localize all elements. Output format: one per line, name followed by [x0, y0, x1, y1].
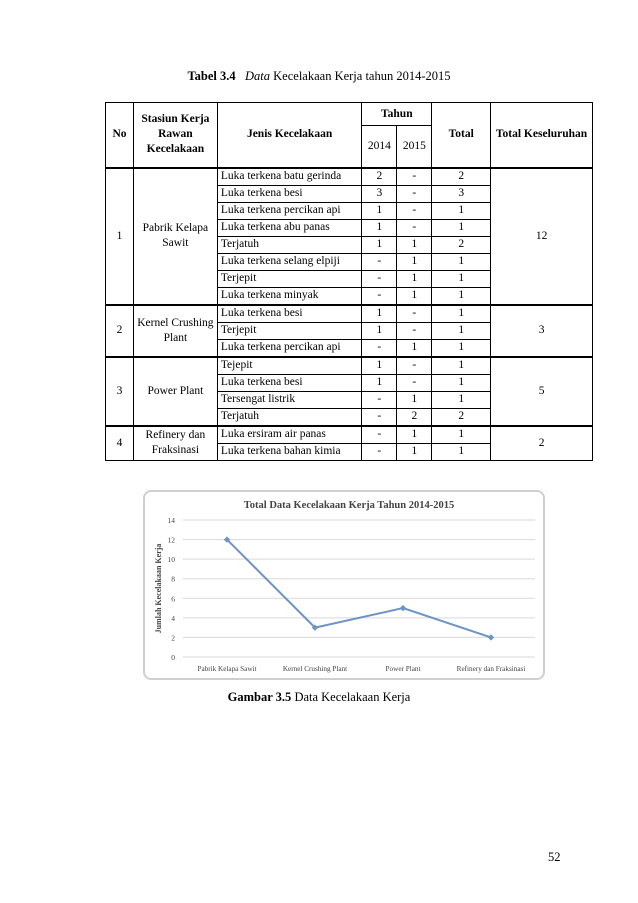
cell-2014: - — [362, 287, 397, 305]
cell-2014: - — [362, 339, 397, 357]
y-axis-label: Jumlah Kecelakaan Kerja — [154, 543, 163, 634]
cell-2015: 1 — [397, 253, 432, 270]
cell-2015: - — [397, 185, 432, 202]
table-row — [106, 426, 593, 444]
cell-type: Luka terkena percikan api — [217, 339, 362, 357]
header-type: Jenis Kecelakaan — [217, 103, 362, 168]
cell-total: 1 — [432, 339, 491, 357]
cell-2014: 1 — [362, 322, 397, 339]
cell-2014: 1 — [362, 374, 397, 391]
figure-caption-text: Data Kecelakaan Kerja — [294, 690, 411, 704]
cell-station: Refinery dan Fraksinasi — [133, 426, 217, 461]
cell-no: 1 — [106, 168, 134, 305]
cell-2014: 2 — [362, 168, 397, 186]
figure-caption — [0, 690, 638, 705]
cell-2015: 1 — [397, 391, 432, 408]
x-tick-label: Refinery dan Fraksinasi — [456, 665, 526, 673]
accident-chart — [143, 490, 545, 680]
page-number: 52 — [548, 850, 561, 864]
cell-2014: - — [362, 408, 397, 426]
cell-total: 1 — [432, 253, 491, 270]
cell-2014: - — [362, 391, 397, 408]
x-tick-label: Kernel Crushing Plant — [282, 665, 348, 673]
cell-total: 3 — [432, 185, 491, 202]
cell-2015: 2 — [397, 408, 432, 426]
cell-2014: - — [362, 253, 397, 270]
y-tick-label: 6 — [171, 594, 175, 604]
cell-type: Tersengat listrik — [217, 391, 362, 408]
cell-type: Tejepit — [217, 357, 362, 375]
cell-grand-total: 5 — [491, 357, 593, 426]
table-caption-label: Tabel 3.4 — [187, 69, 236, 83]
cell-2015: - — [397, 168, 432, 186]
cell-station: Pabrik Kelapa Sawit — [133, 168, 217, 305]
cell-type: Luka terkena abu panas — [217, 219, 362, 236]
series-line — [227, 540, 491, 638]
cell-no: 4 — [106, 426, 134, 461]
cell-type: Luka terkena bahan kimia — [217, 443, 362, 460]
y-tick-label: 10 — [167, 555, 175, 565]
header-grand-total: Total Keseluruhan — [491, 103, 593, 168]
cell-total: 1 — [432, 426, 491, 444]
table-row — [106, 305, 593, 323]
y-tick-label: 0 — [171, 653, 175, 662]
y-tick-label: 4 — [171, 613, 175, 623]
cell-grand-total: 12 — [491, 168, 593, 305]
cell-2015: 1 — [397, 270, 432, 287]
cell-type: Terjepit — [217, 322, 362, 339]
table-caption-text: Kecelakaan Kerja tahun 2014-2015 — [273, 69, 451, 83]
cell-total: 1 — [432, 443, 491, 460]
cell-2014: 3 — [362, 185, 397, 202]
x-tick-label: Pabrik Kelapa Sawit — [197, 665, 257, 673]
table-row — [106, 168, 593, 186]
cell-2014: 1 — [362, 202, 397, 219]
cell-station: Kernel Crushing Plant — [133, 305, 217, 357]
cell-station: Power Plant — [133, 357, 217, 426]
cell-total: 2 — [432, 236, 491, 253]
cell-type: Luka terkena besi — [217, 374, 362, 391]
cell-2014: 1 — [362, 219, 397, 236]
cell-total: 1 — [432, 287, 491, 305]
cell-type: Luka ersiram air panas — [217, 426, 362, 444]
cell-total: 1 — [432, 305, 491, 323]
y-tick-label: 2 — [171, 633, 175, 643]
header-2014: 2014 — [362, 126, 397, 168]
cell-type: Luka terkena minyak — [217, 287, 362, 305]
cell-2015: - — [397, 322, 432, 339]
cell-type: Luka terkena selang elpiji — [217, 253, 362, 270]
cell-2015: - — [397, 202, 432, 219]
header-no: No — [106, 103, 134, 168]
cell-2015: 1 — [397, 443, 432, 460]
header-year: Tahun — [362, 103, 432, 126]
cell-type: Terjatuh — [217, 408, 362, 426]
table-body — [106, 168, 593, 461]
y-tick-label: 12 — [167, 535, 175, 545]
cell-2014: - — [362, 426, 397, 444]
table-caption-italic: Data — [245, 69, 271, 83]
y-tick-label: 8 — [171, 574, 175, 584]
cell-2015: - — [397, 305, 432, 323]
cell-2014: 1 — [362, 357, 397, 375]
cell-type: Terjatuh — [217, 236, 362, 253]
cell-2015: - — [397, 374, 432, 391]
cell-2015: - — [397, 357, 432, 375]
header-total: Total — [432, 103, 491, 168]
cell-total: 1 — [432, 202, 491, 219]
cell-total: 1 — [432, 219, 491, 236]
cell-total: 1 — [432, 270, 491, 287]
cell-total: 2 — [432, 168, 491, 186]
cell-2014: 1 — [362, 236, 397, 253]
cell-2015: 1 — [397, 339, 432, 357]
header-2015: 2015 — [397, 126, 432, 168]
cell-no: 3 — [106, 357, 134, 426]
header-station: Stasiun Kerja Rawan Kecelakaan — [133, 103, 217, 168]
y-tick-label: 14 — [167, 516, 175, 525]
cell-2014: - — [362, 270, 397, 287]
cell-total: 1 — [432, 374, 491, 391]
data-point — [488, 634, 494, 640]
cell-2014: 1 — [362, 305, 397, 323]
accident-table — [105, 102, 593, 461]
cell-total: 1 — [432, 391, 491, 408]
cell-2015: - — [397, 219, 432, 236]
cell-total: 2 — [432, 408, 491, 426]
chart-svg — [145, 492, 543, 678]
table-row — [106, 357, 593, 375]
x-tick-label: Power Plant — [385, 665, 421, 673]
cell-no: 2 — [106, 305, 134, 357]
cell-type: Luka terkena besi — [217, 305, 362, 323]
cell-type: Luka terkena besi — [217, 185, 362, 202]
table-caption — [0, 69, 638, 84]
cell-grand-total: 2 — [491, 426, 593, 461]
cell-type: Terjepit — [217, 270, 362, 287]
cell-total: 1 — [432, 322, 491, 339]
cell-2015: 1 — [397, 426, 432, 444]
cell-2014: - — [362, 443, 397, 460]
cell-type: Luka terkena batu gerinda — [217, 168, 362, 186]
cell-2015: 1 — [397, 236, 432, 253]
chart-title: Total Data Kecelakaan Kerja Tahun 2014-2015 — [243, 500, 455, 511]
cell-type: Luka terkena percikan api — [217, 202, 362, 219]
data-point — [400, 605, 406, 611]
cell-grand-total: 3 — [491, 305, 593, 357]
cell-2015: 1 — [397, 287, 432, 305]
cell-total: 1 — [432, 357, 491, 375]
figure-caption-label: Gambar 3.5 — [227, 690, 292, 704]
